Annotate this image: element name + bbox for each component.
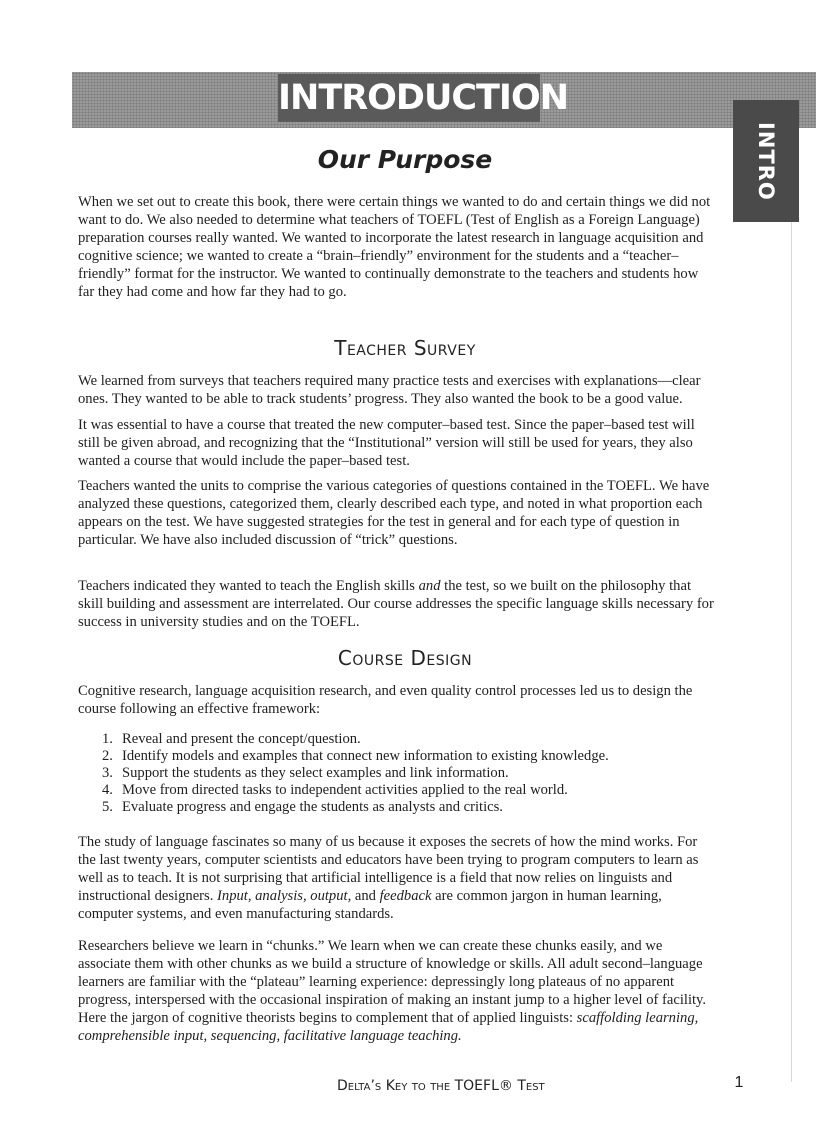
design-paragraph-2-part-a: The study of language fascinates so many of us because it exposes the secrets of how the mind works. For the last twenty years, computer scientists and educators have been trying to program computers to learn as well as to teach. It is not surprising that artificial intelligence is a field that now relies on linguists and instructional designers. [78,834,699,904]
framework-steps-list [102,731,722,816]
design-paragraph-2-emphasis-2: feedback [379,888,432,904]
list-item [102,799,722,816]
list-item-text: Move from directed tasks to independent activities applied to the real world. [122,782,568,798]
heading-course-design: Course Design [337,646,473,670]
design-paragraph-2-part-b: are common jargon in human learning, computer systems, and even manufacturing standards. [78,888,662,922]
list-item [102,748,722,765]
survey-paragraph-4 [78,577,718,631]
design-paragraph-3-emphasis: scaffolding learning, comprehensible input, sequencing, facilitative language teaching. [78,1010,699,1044]
list-item-number: 2. [102,748,113,764]
design-paragraph-2-connector: and [351,888,380,904]
list-item [102,782,722,799]
page-edge-line [791,222,792,1082]
survey-paragraph-4-part-b: the test, so we built on the philosophy that skill building and assessment are interrelated. Our course addresses the specific language skills necessary for success in university studies and on the TOEFL. [78,578,714,630]
survey-paragraph-3: Teachers wanted the units to comprise the various categories of questions contained in the TOEFL. We have analyzed these questions, categorized them, clearly described each type, and noted in what proportion each appears on the test. We have suggested strategies for the test in general and for each type of question in particular. We have also included discussion of “trick” questions. [78,478,710,548]
list-item-number: 4. [102,782,113,798]
section-title-purpose: Our Purpose [317,145,493,174]
design-paragraph-2 [78,833,718,923]
heading-teacher-survey: Teacher Survey [334,336,476,360]
section-tab-label: INTRO [754,121,778,201]
list-item [102,731,722,748]
design-paragraph-2-emphasis-1: Input, analysis, output, [217,888,352,904]
list-item-number: 5. [102,799,113,815]
list-item-text: Support the students as they select examples and link information. [122,765,509,781]
page-title: INTRODUCTION [278,74,540,122]
purpose-paragraph: When we set out to create this book, there were certain things we wanted to do and certain things we did not want to do. We also needed to determine what teachers of TOEFL (Test of English as a Foreign Language) preparation courses really wanted. We wanted to incorporate the latest research in language acquisition and cognitive science; we wanted to create a “brain–friendly” environment for the students and a “teacher–friendly” format for the instructor. We wanted to continually demonstrate to the teachers and students how far they had come and how far they had to go. [78,194,711,300]
survey-paragraph-2: It was essential to have a course that treated the new computer–based test. Since the paper–based test will still be given abroad, and recognizing that the “Institutional” version will still be used for years, they also wanted a course that would include the paper–based test. [78,417,695,469]
list-item-text: Identify models and examples that connect new information to existing knowledge. [122,748,609,764]
design-paragraph-3 [78,937,718,1045]
list-item-number: 1. [102,731,113,747]
survey-paragraph-1: We learned from surveys that teachers required many practice tests and exercises with explanations—clear ones. They wanted to be able to track students’ progress. They also wanted the book to be a good value. [78,373,701,407]
page-number: 1 [734,1074,744,1091]
list-item [102,765,722,782]
list-item-text: Evaluate progress and engage the students as analysts and critics. [122,799,503,815]
list-item-text: Reveal and present the concept/question. [122,731,361,747]
survey-paragraph-4-emphasis: and [418,578,441,594]
design-paragraph-3-part-a: Researchers believe we learn in “chunks.” We learn when we can create these chunks easily, and we associate them with other chunks as we build a structure of knowledge or skills. All adult second–language learners are familiar with the “plateau” learning experience: depressingly long plateaus of no apparent progress, interspersed with the occasional inspiration of making an instant jump to a higher level of facility. Here the jargon of cognitive theorists begins to complement that of applied linguists: [78,938,707,1026]
footer-book-title: Delta’s Key to the TOEFL® Test [337,1078,545,1094]
list-item-number: 3. [102,765,113,781]
design-intro-paragraph: Cognitive research, language acquisition research, and even quality control processes led us to design the course following an effective framework: [78,683,693,717]
survey-paragraph-4-part-a: Teachers indicated they wanted to teach the English skills [78,578,419,594]
